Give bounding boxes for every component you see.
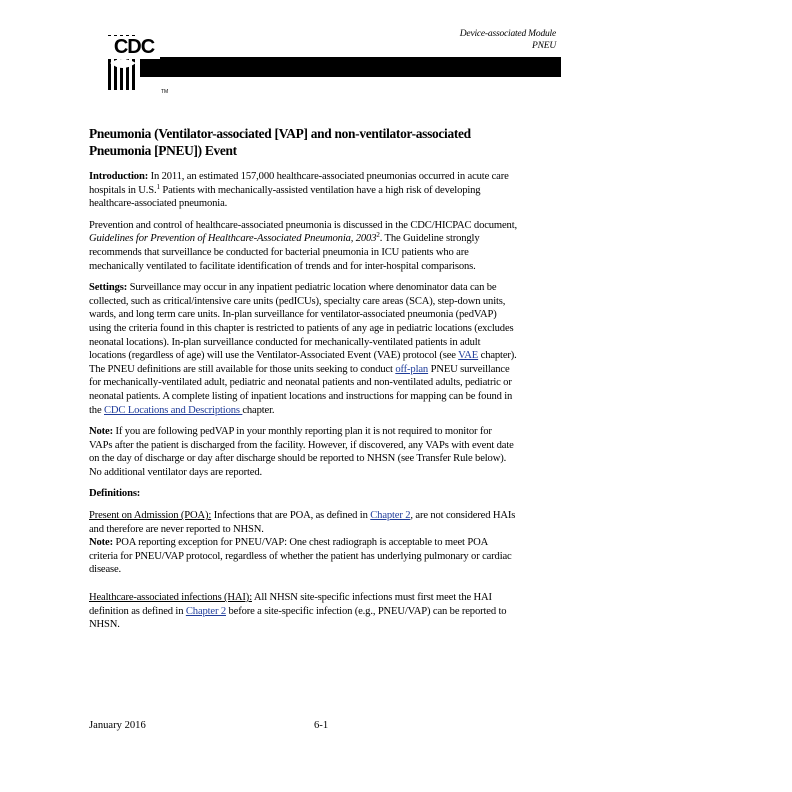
prevention-text: Prevention and control of healthcare-associated pneumonia is discussed in the CDC/HICPAC document, xyxy=(89,219,517,231)
chapter2-link-poa[interactable]: Chapter 2 xyxy=(370,510,411,522)
hai-text: All NHSN site-specific infections must first meet the HAI definition as defined in xyxy=(89,592,492,617)
logo-wordmark: CDC xyxy=(108,36,160,59)
note-label-2: Note: xyxy=(89,537,113,549)
trademark-mark: TM xyxy=(161,89,169,95)
poa-paragraph xyxy=(89,509,517,536)
hai-paragraph xyxy=(89,591,517,632)
introduction-label: Introduction: xyxy=(89,171,149,182)
poa-text-cont: , are not considered HAIs and therefore are never reported to NHSN. xyxy=(89,510,516,535)
note-discharge-paragraph xyxy=(89,425,517,479)
introduction-text: In 2011, an estimated 157,000 healthcare-associated pneumonias occurred in acute care hospitals in U.S. xyxy=(89,171,509,196)
footer-date: January 2016 xyxy=(89,720,146,731)
module-section: PNEU xyxy=(531,41,556,51)
settings-text: Surveillance may occur in any inpatient pediatric location where denominator data can be collected, such as critical/intensive care units (pedICUs), specialty care areas (SCA), step-down units, wards, and long term care units. In-plan surveillance for ventilator-associated pneumonia (pedVAP) using the criteria found in this chapter is restricted to patients of any age in pediatric locations (excludes neonatal locations). In-plan surveillance conducted for mechanically-ventilated patients in adult locations (regardless of age) will use the Ventilator-Associated Event (VAE) protocol (see xyxy=(89,282,514,362)
chapter2-link-hai[interactable]: Chapter 2 xyxy=(185,605,227,617)
poa-term: Present on Admission (POA): xyxy=(89,510,212,522)
note-text: If you are following pedVAP in your monthly reporting plan it is not required to monitor for VAPs after the patient is discharged from the facility. However, if discovered, any VAPs with event date on the day of discharge or day after discharge should be reported to NHSN (see Transfer Rule below). No additional ventilator days are reported. xyxy=(89,426,514,478)
guideline-title: Guidelines for Prevention of Healthcare-Associated Pneumonia, 2003 xyxy=(89,233,377,245)
note-poa-paragraph xyxy=(89,536,517,577)
definitions-heading xyxy=(89,487,517,501)
prevention-paragraph xyxy=(89,219,517,273)
introduction-text-cont: Patients with mechanically-assisted ventilation have a high risk of developing healthcare-associated pneumonia. xyxy=(89,184,481,210)
off-plan-link[interactable]: off-plan xyxy=(395,363,429,375)
footnote-ref-2: 2 xyxy=(376,231,380,240)
document-body xyxy=(89,126,517,640)
cdc-locations-link[interactable]: CDC Locations and Descriptions xyxy=(104,404,243,416)
introduction-paragraph xyxy=(89,170,517,211)
settings-text-3: PNEU surveillance for mechanically-ventilated adult, pediatric and neonatal patients and non-ventilated adults, pediatric or neonatal patients. A complete listing of inpatient locations and instructions for mapping can be found in the xyxy=(89,363,513,416)
prevention-text-cont: . The Guideline strongly recommends that surveillance be conducted for bacterial pneumonia in ICU patients who are mechanically ventilated to facilitate identification of trends and for inter-hospital comparisons. xyxy=(89,233,480,272)
footnote-ref-1: 1 xyxy=(156,182,160,191)
header-bar xyxy=(140,57,561,77)
hai-term: Healthcare-associated infections (HAI): xyxy=(89,592,252,604)
settings-text-2: chapter). The PNEU definitions are still available for those units seeking to conduct xyxy=(89,350,517,375)
page-title: Pneumonia (Ventilator-associated [VAP] and non-ventilator-associated Pneumonia [PNEU]) Event xyxy=(89,126,471,158)
settings-paragraph xyxy=(89,281,517,417)
note-label: Note: xyxy=(89,426,113,438)
module-header xyxy=(460,28,556,52)
poa-text: Infections that are POA, as defined in xyxy=(211,510,371,522)
vae-link[interactable]: VAE xyxy=(458,350,479,362)
hai-text-cont: before a site-specific infection (e.g., PNEU/VAP) can be reported to NHSN. xyxy=(89,605,507,631)
settings-label: Settings: xyxy=(89,282,128,294)
definitions-heading-text: Definitions: xyxy=(89,488,141,500)
page-number: 6-1 xyxy=(314,720,329,731)
settings-text-4: chapter. xyxy=(242,404,275,416)
module-name: Device-associated Module xyxy=(459,29,556,39)
note-poa-text: POA reporting exception for PNEU/VAP: One chest radiograph is acceptable to meet POA criteria for PNEU/VAP protocol, regardless of whether the patient has underlying pulmonary or cardiac disease. xyxy=(89,537,512,576)
